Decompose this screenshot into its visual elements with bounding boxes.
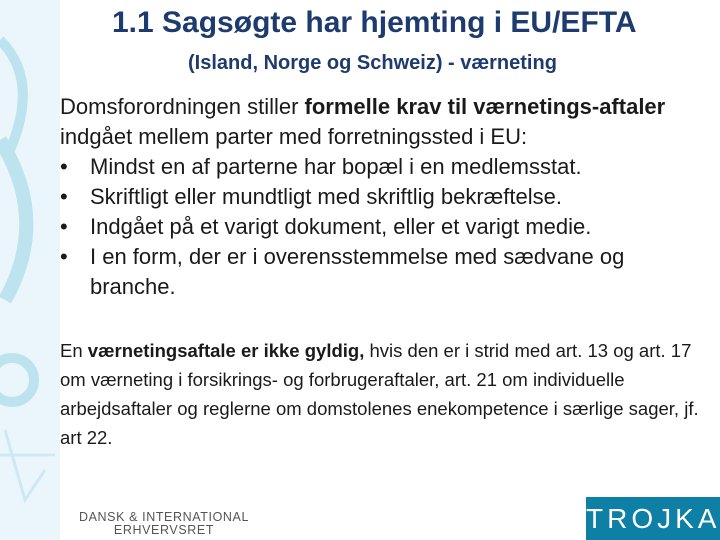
- bullet-marker: •: [60, 154, 68, 179]
- slide-title: 1.1 Sagsøgte har hjemting i EU/EFTA: [112, 6, 637, 39]
- para2-tail-text: hvis den er i strid med art. 13 og art. 17 om værneting i forsikrings- og forbrugeraftaler, art. 21 om individuelle arbejdsaftaler og reglerne om domstolenes enekompetence i særlige sager, jf. art 22.: [60, 340, 699, 448]
- bullet-item: [60, 212, 710, 242]
- bullet-text: I en form, der er i overensstemmelse med sædvane og branche.: [90, 244, 625, 299]
- intro-bold-text: formelle krav til værnetings-aftaler: [304, 94, 666, 119]
- bullet-item: [60, 152, 710, 182]
- bullet-item: [60, 182, 710, 212]
- institute-logo-line1: DANSK & INTERNATIONAL: [78, 510, 250, 524]
- publisher-logo: TROJKA: [586, 497, 720, 540]
- intro-tail-text: indgået mellem parter med forretningssted i EU:: [60, 124, 528, 149]
- institute-logo: [64, 511, 264, 537]
- slide-subtitle: (Island, Norge og Schweiz) - værneting: [188, 52, 557, 74]
- bullet-marker: •: [60, 214, 68, 239]
- para2-bold-text: værnetingsaftale er ikke gyldig,: [87, 340, 365, 361]
- bullet-text: Skriftligt eller mundtligt med skriftlig bekræftelse.: [90, 184, 562, 209]
- intro-block: [60, 92, 710, 302]
- para2-lead-text: En: [60, 340, 88, 361]
- intro-paragraph: [60, 92, 710, 152]
- bullet-text: Indgået på et varigt dokument, eller et varigt medie.: [90, 214, 592, 239]
- validity-paragraph: [60, 336, 710, 452]
- bullet-marker: •: [60, 244, 68, 269]
- bullet-text: Mindst en af parterne har bopæl i en medlemsstat.: [90, 154, 582, 179]
- bullet-marker: •: [60, 184, 68, 209]
- bullet-list: [60, 152, 710, 302]
- decorative-side-graphic: [0, 0, 60, 540]
- institute-logo-line2: ERHVERVSRET: [113, 523, 215, 537]
- intro-lead-text: Domsforordningen stiller: [60, 94, 305, 119]
- bullet-item: [60, 242, 710, 302]
